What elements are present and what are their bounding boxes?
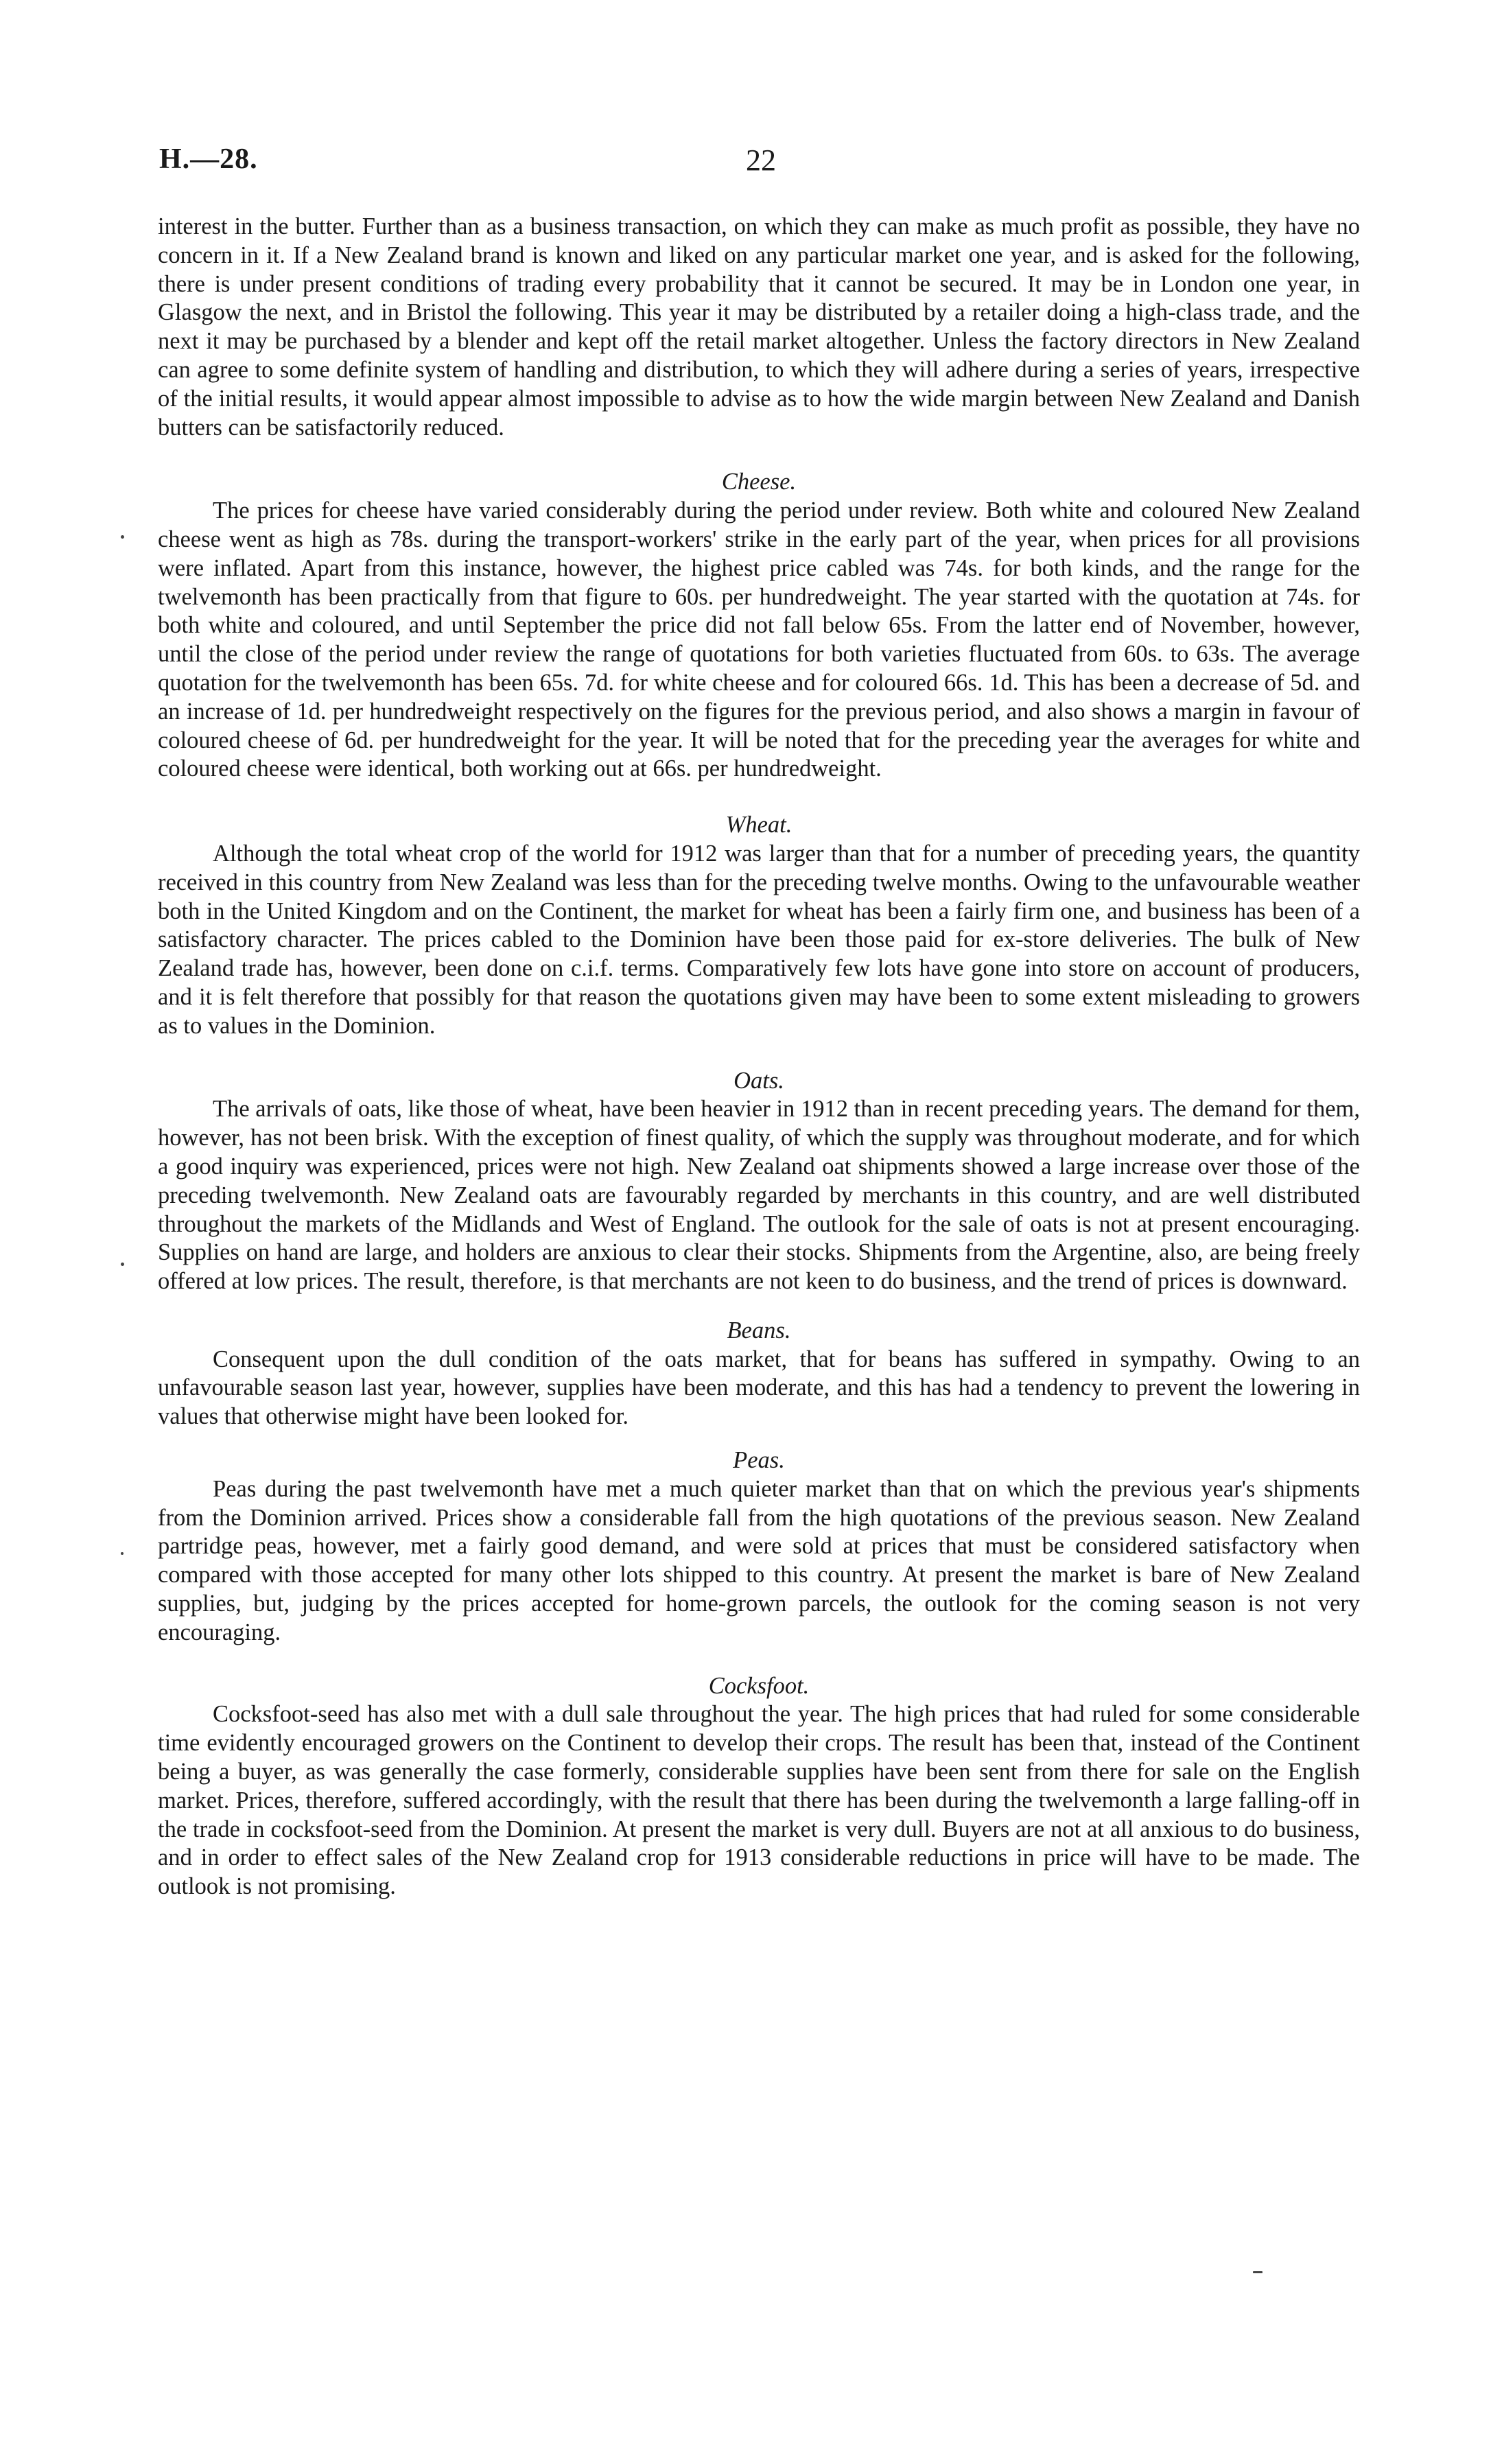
document-body bbox=[158, 213, 1360, 1901]
oats-paragraph: The arrivals of oats, like those of wheat, have been heavier in 1912 than in recent preceding years. The demand for them, however, has not been brisk. With the exception of finest quality, of which the supply was throughout moderate, and for which a good inquiry was experienced, prices were not high. New Zealand oat shipments showed a large increase over those of the preceding twelvemonth. New Zealand oats are favourably regarded by merchants in this country, and are well distributed throughout the markets of the Midlands and West of England. The outlook for the sale of oats is not at present encouraging. Supplies on hand are large, and holders are anxious to clear their stocks. Shipments from the Argentine, also, are being freely offered at low prices. The result, therefore, is that merchants are not keen to do business, and the trend of prices is downward. bbox=[158, 1096, 1360, 1295]
wheat-paragraph: Although the total wheat crop of the world for 1912 was larger than that for a number of preceding years, the quantity received in this country from New Zealand was less than for the preceding twelve months. Owing to the unfavourable weather both in the United Kingdom and on the Continent, the market for wheat has been a fairly firm one, and business has been of a satisfactory character. The prices cabled to the Dominion have been those paid for ex-store deliveries. The bulk of New Zealand trade has, however, been done on c.i.f. terms. Comparatively few lots have gone into store on account of producers, and it is felt therefore that possibly for that reason the quotations given may have been to some extent misleading to growers as to values in the Dominion. bbox=[158, 840, 1360, 1039]
section-heading-cocksfoot: Cocksfoot. bbox=[708, 1672, 810, 1699]
section-heading-beans: Beans. bbox=[727, 1317, 791, 1344]
scan-speck bbox=[121, 1263, 124, 1266]
page-number: 22 bbox=[746, 143, 776, 177]
peas-paragraph: Peas during the past twelvemonth have met a much quieter market than that on which the previous year's shipments from the Dominion arrived. Prices show a considerable fall from the high quotations of the previous season. New Zealand partridge peas, however, met a fairly good demand, and were sold at prices that must be considered satisfactory when compared with those accepted for many other lots shipped to this country. At present the market is bare of New Zealand supplies, but, judging by the prices accepted for home-grown parcels, the outlook for the coming season is not very encouraging. bbox=[158, 1475, 1360, 1645]
cocksfoot-paragraph: Cocksfoot-seed has also met with a dull sale throughout the year. The high prices that had ruled for some considerable time evidently encouraged growers on the Continent to develop their crops. The result has been that, instead of the Continent being a buyer, as was generally the case formerly, considerable supplies have been sent from there for sale on the English market. Prices, therefore, suffered accordingly, with the result that there has been during the twelvemonth a large falling-off in the trade in cocksfoot-seed from the Dominion. At present the market is very dull. Buyers are not at all anxious to do business, and in order to effect sales of the New Zealand crop for 1913 considerable reductions in price will have to be made. The outlook is not promising. bbox=[158, 1701, 1360, 1900]
section-heading-peas: Peas. bbox=[733, 1447, 785, 1474]
section-heading-cheese: Cheese. bbox=[721, 469, 797, 495]
page-header bbox=[159, 143, 1360, 184]
scan-speck bbox=[121, 1552, 124, 1555]
section-heading-wheat: Wheat. bbox=[725, 812, 793, 838]
scan-speck bbox=[1253, 2271, 1263, 2273]
report-reference: H.—28. bbox=[159, 143, 258, 175]
beans-paragraph: Consequent upon the dull condition of the oats market, that for beans has suffered in sympathy. Owing to an unfavourable season last year, however, supplies have been moderate, and this has had a tendency to prevent the lowering in values that otherwise might have been looked for. bbox=[158, 1346, 1360, 1430]
cheese-paragraph: The prices for cheese have varied considerably during the period under review. Both white and coloured New Zealand cheese went as high as 78s. during the transport-workers' strike in the early part of the year, when prices for all provisions were inflated. Apart from this instance, however, the highest price cabled was 74s. for both kinds, and the range for the twelvemonth has been practically from that figure to 60s. per hundredweight. The year started with the quotation at 74s. for both white and coloured, and until September the price did not fall below 65s. From the latter end of November, however, until the close of the period under review the range of quotations for both varieties fluctuated from 60s. to 63s. The average quotation for the twelvemonth has been 65s. 7d. for white cheese and for coloured 66s. 1d. This has been a decrease of 5d. and an increase of 1d. per hundredweight respectively on the figures for the previous period, and also shows a margin in favour of coloured cheese of 6d. per hundredweight for the year. It will be noted that for the preceding year the averages for white and coloured cheese were identical, both working out at 66s. per hundredweight. bbox=[158, 497, 1360, 782]
scan-speck bbox=[121, 535, 124, 539]
section-heading-oats: Oats. bbox=[733, 1067, 784, 1094]
butter-continued-paragraph: interest in the butter. Further than as a business transaction, on which they can make as much profit as possible, they have no concern in it. If a New Zealand brand is known and liked on any particular market one year, and is asked for the following, there is under present conditions of trading every probability that it cannot be secured. It may be in London one year, in Glasgow the next, and in Bristol the following. This year it may be distributed by a retailer doing a high-class trade, and the next it may be purchased by a blender and kept off the retail market altogether. Unless the factory directors in New Zealand can agree to some definite system of handling and distribution, to which they will adhere during a series of years, irrespective of the initial results, it would appear almost impossible to advise as to how the wide margin between New Zealand and Danish butters can be satisfactorily reduced. bbox=[158, 213, 1360, 441]
